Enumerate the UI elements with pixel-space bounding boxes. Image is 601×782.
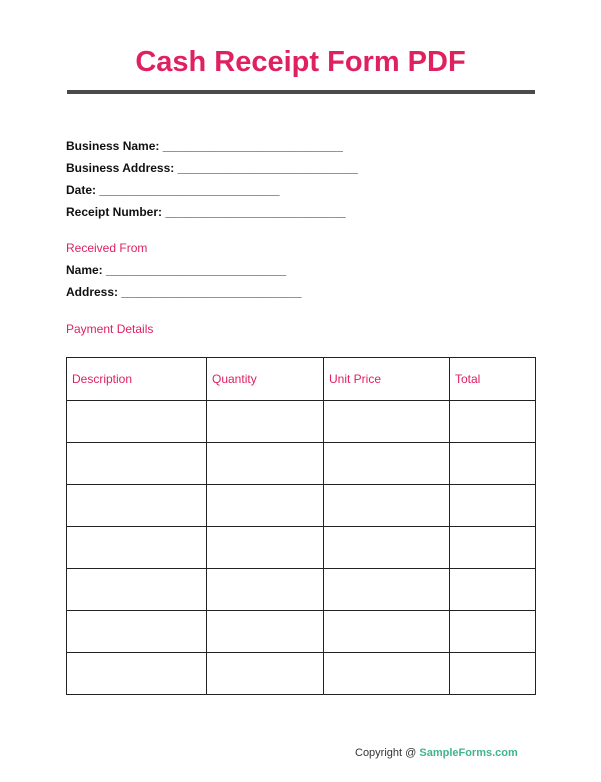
business-address-field[interactable]: Business Address: ___________________________ [66,161,358,175]
table-cell-unit-price[interactable] [324,443,450,485]
table-row [67,443,536,485]
table-cell-quantity[interactable] [207,527,324,569]
table-cell-unit-price[interactable] [324,401,450,443]
table-row [67,653,536,695]
copyright-notice [355,747,518,759]
table-cell-description[interactable] [67,527,207,569]
table-cell-total[interactable] [450,401,536,443]
table-cell-unit-price[interactable] [324,485,450,527]
table-cell-description[interactable] [67,569,207,611]
date-field[interactable]: Date: ___________________________ [66,183,280,197]
received-from-heading: Received From [66,241,148,255]
receipt-number-field[interactable]: Receipt Number: ___________________________ [66,205,346,219]
table-cell-description[interactable] [67,485,207,527]
name-field[interactable]: Name: ___________________________ [66,263,287,277]
table-cell-description[interactable] [67,401,207,443]
brand-link[interactable]: SampleForms.com [419,747,518,759]
table-row [67,485,536,527]
payment-details-heading: Payment Details [66,322,154,336]
column-header-unit-price: Unit Price [324,358,450,401]
table-row [67,401,536,443]
table-row [67,611,536,653]
copyright-text: Copyright @ [355,747,420,759]
address-field[interactable]: Address: ___________________________ [66,285,302,299]
column-header-quantity: Quantity [207,358,324,401]
title-divider [67,90,535,94]
table-cell-unit-price[interactable] [324,527,450,569]
table-row [67,569,536,611]
table-cell-description[interactable] [67,653,207,695]
table-row [67,527,536,569]
table-cell-quantity[interactable] [207,569,324,611]
table-cell-quantity[interactable] [207,401,324,443]
table-cell-total[interactable] [450,527,536,569]
payment-details-table [66,357,536,695]
table-cell-quantity[interactable] [207,653,324,695]
column-header-total: Total [450,358,536,401]
table-cell-unit-price[interactable] [324,611,450,653]
table-cell-total[interactable] [450,443,536,485]
column-header-description: Description [67,358,207,401]
page-title: Cash Receipt Form PDF [135,46,466,78]
table-cell-quantity[interactable] [207,485,324,527]
table-cell-unit-price[interactable] [324,653,450,695]
table-cell-quantity[interactable] [207,443,324,485]
table-cell-total[interactable] [450,569,536,611]
table-cell-total[interactable] [450,611,536,653]
table-cell-description[interactable] [67,611,207,653]
table-cell-total[interactable] [450,653,536,695]
table-cell-description[interactable] [67,443,207,485]
table-cell-unit-price[interactable] [324,569,450,611]
table-cell-total[interactable] [450,485,536,527]
business-name-field[interactable]: Business Name: ___________________________ [66,139,343,153]
table-cell-quantity[interactable] [207,611,324,653]
table-header-row [67,358,536,401]
